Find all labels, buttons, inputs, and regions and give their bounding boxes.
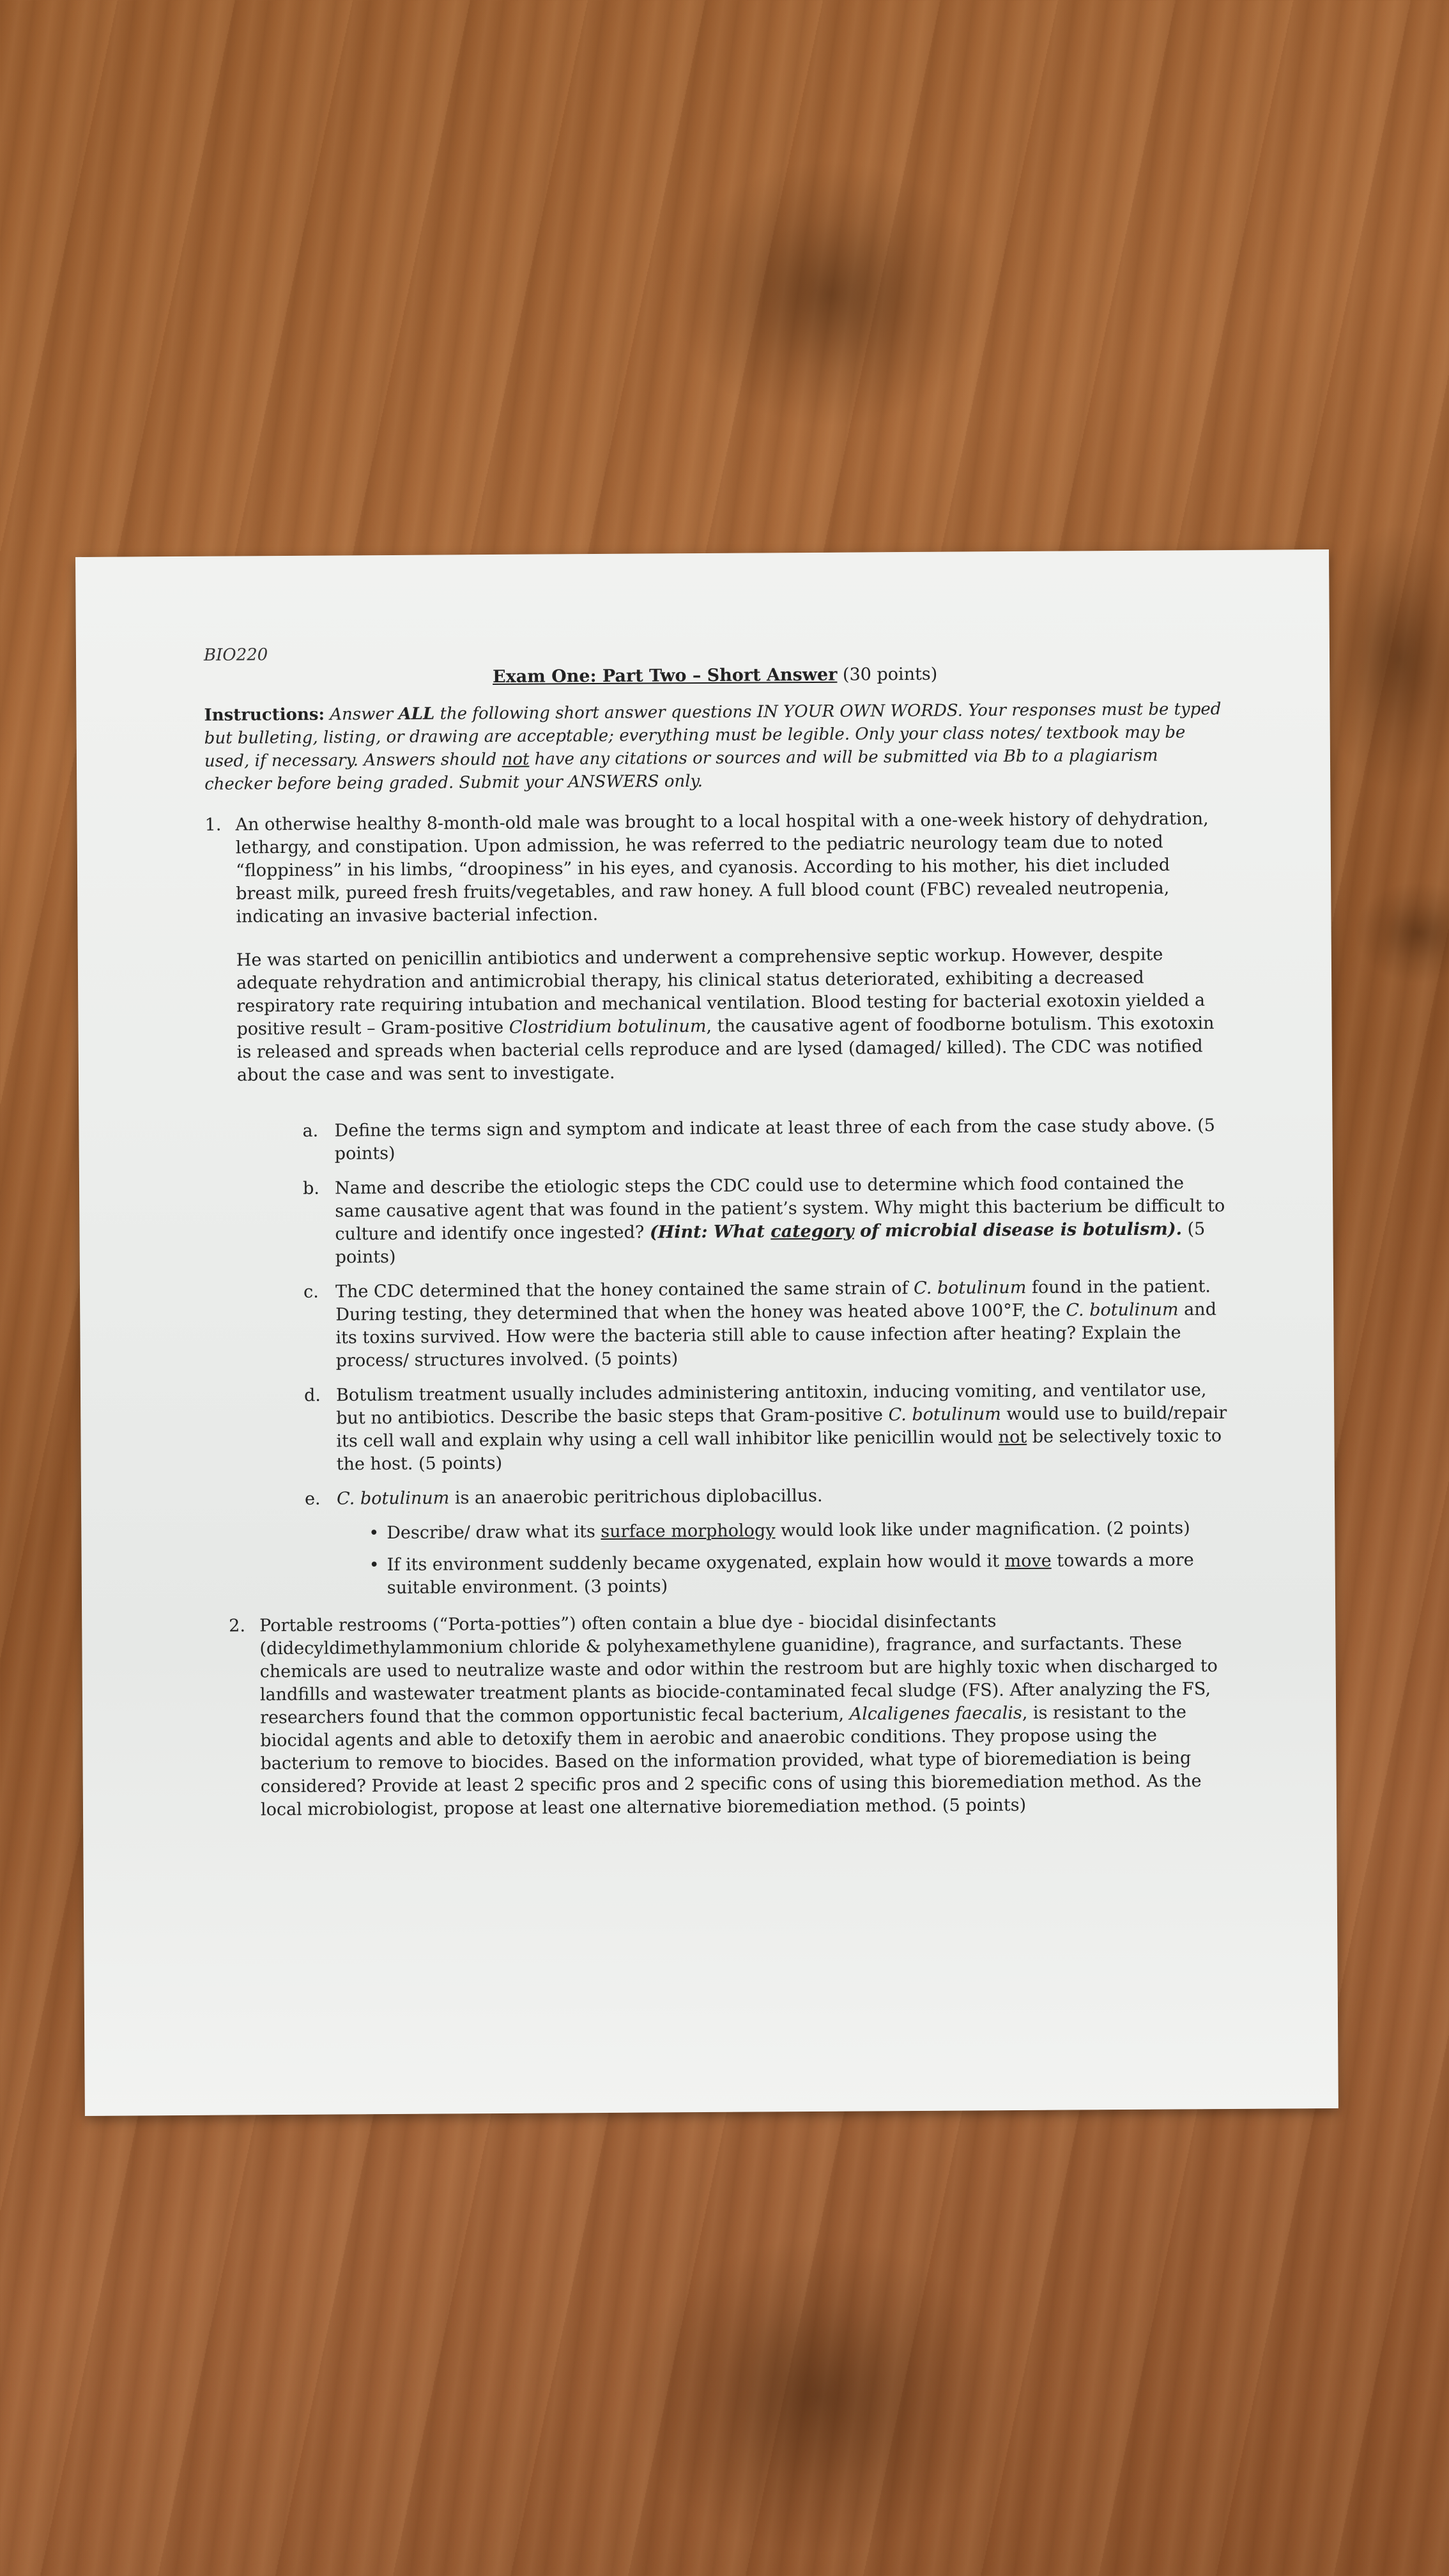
organism-name: Alcaligenes faecalis <box>849 1703 1022 1724</box>
instructions-text <box>204 700 1222 794</box>
instructions-part: the following short answer questions IN YOUR OWN WORDS. Your responses must be typed but bulleting, listing, or drawing are acceptable; everything must be legible. Only your class notes/ textbook may be used, if necessary. Answers should <box>204 700 1222 771</box>
text-run: If its environment suddenly became oxygenated, explain how would it <box>387 1551 1005 1575</box>
exam-title-text: Exam One: Part Two – Short Answer <box>492 664 838 687</box>
bullet-surface-morphology <box>369 1517 1231 1545</box>
subquestion-e <box>305 1482 1231 1511</box>
text-run: The CDC determined that the honey contained the same strain of <box>335 1278 914 1302</box>
text-run: , is resistant to the biocidal agents and able to detoxify them in aerobic and anaerobic conditions. They propose using the bacterium to remove to biocides. Based on the information provided, what type of bioremediation is being considered? Provide at least 2 specific pros and 2 specific cons of using this bioremediation method. As the local microbiologist, propose at least one alternative bioremediation method. <box>260 1702 1202 1820</box>
text-run: be selectively toxic to the host. <box>336 1426 1222 1475</box>
wood-knot <box>1354 882 1449 984</box>
wood-knot <box>626 2236 1009 2556</box>
subquestion-text <box>335 1172 1230 1269</box>
points-label: (5 points) <box>335 1219 1206 1268</box>
wood-knot <box>1316 524 1449 792</box>
text-run: Botulism treatment usually includes administering antitoxin, inducing vomiting, and ventilator use, but no antibiotics. Describe the basic steps that Gram-positive <box>335 1380 1207 1429</box>
subquestion-letter: d. <box>303 1385 321 1406</box>
points-label: (5 points) <box>594 1349 678 1370</box>
bullet-icon: • <box>369 1523 379 1544</box>
case-paragraph-1: An otherwise healthy 8-month-old male was brought to a local hospital with a one-week history of dehydration, lethargy, and constipation. Upon admission, he was referred to the pediatric neurology team due to noted “floppiness” in his limbs, “droopiness” in his eyes, and cyanosis. According to his mother, his diet included breast milk, pureed fresh fruits/vegetables, and raw honey. A full blood count (FBC) revealed neutropenia, indicating an invasive bacterial infection. <box>235 809 1209 927</box>
text-run: Describe/ draw what its <box>387 1521 601 1544</box>
subquestion-c <box>303 1275 1230 1373</box>
question-text <box>259 1609 1233 1821</box>
subquestion-text <box>336 1379 1231 1476</box>
points-label: (3 points) <box>583 1576 668 1597</box>
bullet-icon: • <box>369 1555 379 1575</box>
course-code: BIO220 <box>203 645 268 665</box>
text-run: Define the terms sign and symptom and indicate at least three of each from the case study above. <box>334 1116 1192 1141</box>
subquestion-text <box>334 1114 1229 1166</box>
subquestion-b <box>303 1172 1230 1269</box>
points-label: (5 points) <box>334 1116 1216 1164</box>
subquestion-text <box>335 1275 1230 1373</box>
organism-name: C. botulinum <box>888 1404 1001 1425</box>
organism-name: Clostridium botulinum <box>509 1016 707 1038</box>
text-run: and its toxins survived. How were the bacteria still able to cause infection after heating? Explain the process/ structures involved. <box>335 1300 1217 1371</box>
case-paragraph-2 <box>236 943 1229 1087</box>
underlined-not: not <box>998 1427 1027 1448</box>
underlined-term: move <box>1004 1551 1052 1572</box>
instructions-part: have any citations or sources and will be submitted via Bb to a plagiarism checker before being graded. Submit your ANSWERS only. <box>204 746 1158 794</box>
hint-text: (Hint: What <box>649 1222 771 1243</box>
question-number: 1. <box>204 815 222 835</box>
points-label: (5 points) <box>942 1795 1027 1816</box>
text-run: , the causative agent of foodborne botulism. This exotoxin is released and spreads when bacterial cells reproduce and are lysed (damaged/ killed). The CDC was notified about the case and was sent to investigate. <box>236 1013 1215 1085</box>
subquestion-a <box>302 1114 1229 1166</box>
exam-total-points: (30 points) <box>842 664 938 685</box>
underlined-term: surface morphology <box>601 1521 776 1542</box>
question-text <box>235 808 1229 1107</box>
question-number: 2. <box>229 1616 246 1636</box>
text-run: is an anaerobic peritrichous diplobacillus. <box>449 1485 823 1508</box>
wood-knot <box>671 160 990 428</box>
organism-name: C. botulinum <box>1066 1300 1179 1321</box>
instructions <box>204 698 1227 796</box>
question-1 <box>204 808 1229 1108</box>
organism-name: C. botulinum <box>336 1488 450 1509</box>
subquestion-letter: c. <box>303 1282 319 1302</box>
text-run: would use to build/repair its cell wall and explain why using a cell wall inhibitor like penicillin would <box>336 1403 1227 1452</box>
text-run: He was started on penicillin antibiotics and underwent a comprehensive septic workup. However, despite adequate rehydration and antimicrobial therapy, his clinical status deteriorated, exhibiting a decreased respiratory rate requiring intubation and mechanical ventilation. Blood testing for bacterial exotoxin yielded a positive result – Gram-positive <box>236 944 1206 1039</box>
text-run: found in the patient. During testing, they determined that when the honey was heated above 100°F, the <box>335 1276 1211 1325</box>
exam-content <box>204 640 1233 1835</box>
subquestion-text <box>337 1482 1231 1511</box>
text-run: Name and describe the etiologic steps the CDC could use to determine which food contained the same causative agent that was found in the patient’s system. Why might this bacterium be difficult to culture and identify once ingested? <box>334 1173 1225 1245</box>
hint-underlined: category <box>770 1221 854 1242</box>
exam-paper <box>75 549 1338 2116</box>
bullet-text <box>387 1517 1190 1545</box>
instructions-not: not <box>502 749 530 769</box>
bullet-motility <box>369 1549 1232 1600</box>
bullet-text <box>387 1549 1232 1600</box>
instructions-label: Instructions: <box>204 705 325 725</box>
points-label: (5 points) <box>418 1453 503 1474</box>
question-2 <box>229 1609 1233 1822</box>
text-run: Portable restrooms (“Porta-potties”) often contain a blue dye - biocidal disinfectants (didecyldimethylammonium chloride & polyhexamethylene guanidine), fragrance, and surfactants. These chemicals are used to neutralize waste and odor within the restroom but are highly toxic when discharged to landfills and wastewater treatment plants as biocide-contaminated fecal sludge (FS). After analyzing the FS, researchers found that the common opportunistic fecal bacterium, <box>259 1611 1218 1728</box>
subquestion-d <box>304 1379 1231 1476</box>
subquestion-letter: a. <box>302 1121 319 1141</box>
points-label: (2 points) <box>1106 1518 1190 1539</box>
subquestion-letter: b. <box>302 1178 320 1199</box>
instructions-all: ALL <box>398 704 435 724</box>
organism-name: C. botulinum <box>913 1277 1027 1298</box>
text-run: towards a more suitable environment. <box>387 1550 1194 1598</box>
exam-title <box>204 663 1226 689</box>
subquestion-letter: e. <box>304 1489 321 1509</box>
text-run: would look like under magnification. <box>775 1519 1101 1541</box>
hint-text: of microbial disease is botulism). <box>854 1219 1183 1241</box>
instructions-part: Answer <box>330 704 399 724</box>
